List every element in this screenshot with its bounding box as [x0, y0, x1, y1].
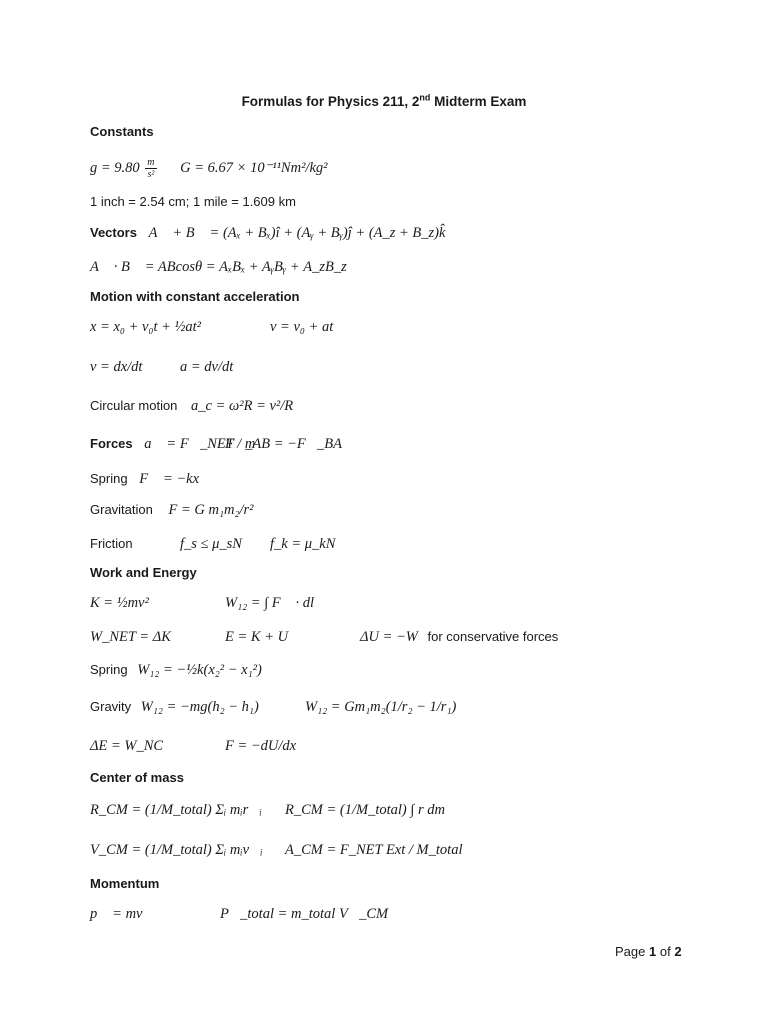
formula-work-energy-theorem — [90, 628, 559, 646]
formula-grav-w1: W₁₂ = −mg(h₂ − h₁) — [140, 699, 259, 715]
heading-forces: Forces — [90, 436, 133, 451]
heading-constants: Constants — [90, 124, 154, 139]
formula-grav-w2: W₁₂ = Gm₁m₂(1/r₂ − 1/r₁) — [305, 699, 457, 715]
fraction-g — [145, 157, 156, 180]
label-friction: Friction — [90, 536, 133, 551]
formula-p: p⃗ = mv⃗ — [90, 906, 154, 922]
formula-F-dU: F = −dU/dx — [225, 738, 297, 754]
label-spring-work: Spring — [90, 662, 128, 677]
formula-gravity-work — [90, 698, 457, 716]
label-spring: Spring — [90, 471, 128, 486]
label-circular: Circular motion — [90, 398, 178, 413]
heading-center-of-mass: Center of mass — [90, 770, 184, 785]
formula-kinetic — [90, 594, 326, 612]
formula-vcm-expr: V_CM = (1/M_total) Σᵢ mᵢv⃗ᵢ — [90, 842, 263, 858]
formula-third-law: F⃗_AB = −F⃗_BA — [225, 436, 343, 452]
heading-momentum: Momentum — [90, 876, 160, 891]
formula-dE: ΔE = W_NC — [90, 738, 164, 754]
formula-hooke: F⃗ = −kx⃗ — [139, 471, 211, 487]
title-superscript: nd — [419, 92, 431, 103]
fraction-num: m — [147, 157, 155, 169]
formula-rcm — [90, 801, 445, 819]
heading-vectors: Vectors — [90, 225, 137, 240]
label-gravitation: Gravitation — [90, 502, 153, 517]
formula-spring-work — [90, 661, 262, 679]
label-conservative: for conservative forces — [427, 629, 559, 644]
formula-dU-group — [360, 628, 558, 646]
page-total: 2 — [674, 944, 682, 959]
formula-vector-sum: A⃗ + B⃗ = (Aₓ + Bₓ)î + (Aᵧ + Bᵧ)ĵ + (A_z + B_z)k̂ — [148, 225, 446, 241]
formula-kinematics — [90, 318, 334, 336]
formula-dU: ΔU = −W — [360, 629, 418, 645]
formula-vcm — [90, 841, 463, 859]
formula-momentum — [90, 905, 389, 923]
formula-energy-change — [90, 737, 297, 755]
formula-newton: a⃗ = F⃗_NET / m — [144, 436, 256, 452]
formula-g: g = 9.80 — [90, 160, 140, 176]
units-line: 1 inch = 2.54 cm; 1 mile = 1.609 km — [90, 194, 296, 209]
heading-motion: Motion with constant acceleration — [90, 289, 300, 304]
formula-grav: F = G m₁m₂/r² — [168, 502, 254, 518]
formula-W12: W₁₂ = ∫ F⃗ · dl⃗ — [225, 595, 326, 611]
page-of: of — [659, 944, 671, 959]
title-suffix: Midterm Exam — [430, 94, 527, 109]
formula-K: K = ½mv² — [90, 595, 149, 611]
formula-E: E = K + U — [225, 629, 289, 645]
page-title — [0, 93, 768, 111]
formula-a-def: a = dv/dt — [180, 359, 234, 375]
formula-derivatives — [90, 358, 234, 376]
formula-constants-g — [90, 153, 327, 183]
formula-G: G = 6.67 × 10⁻¹¹Nm²/kg² — [180, 160, 328, 176]
title-text: Formulas for Physics 211, 2 — [241, 94, 420, 109]
label-gravity-work: Gravity — [90, 699, 132, 714]
formula-gravitation — [90, 501, 254, 519]
page-label: Page — [615, 944, 646, 959]
formula-circular — [90, 397, 293, 415]
formula-fs: f_s ≤ μ_sN — [180, 536, 242, 552]
formula-rcm1: R_CM = (1/M_total) Σᵢ mᵢr⃗ᵢ — [90, 802, 262, 818]
page-number — [615, 944, 682, 959]
formula-fk: f_k = μ_kN — [270, 536, 336, 552]
formula-dot-product — [90, 258, 347, 276]
formula-wnet: W_NET = ΔK — [90, 629, 171, 645]
formula-vectors — [90, 224, 445, 242]
heading-work-energy: Work and Energy — [90, 565, 197, 580]
fraction-den: s² — [147, 169, 155, 181]
formula-v-def: v = dx/dt — [90, 359, 143, 375]
formula-acm: A_CM = F_NET Ext / M_total — [285, 842, 463, 858]
formula-ac: a_c = ω²R = v²/R — [191, 398, 294, 414]
formula-forces — [90, 435, 343, 453]
page-current: 1 — [649, 944, 657, 959]
formula-ptot: P⃗_total = m_total V⃗_CM — [220, 906, 389, 922]
formula-friction — [90, 535, 336, 553]
formula-rcm2: R_CM = (1/M_total) ∫ r dm — [285, 802, 445, 818]
formula-x: x = x₀ + v₀t + ½at² — [90, 319, 202, 335]
formula-dot: A⃗ · B⃗ = ABcosθ = AₓBₓ + AᵧBᵧ + A_zB_z — [90, 259, 347, 275]
formula-spring-w: W₁₂ = −½k(x₂² − x₁²) — [137, 662, 262, 678]
formula-v-t: v = v₀ + at — [270, 319, 334, 335]
formula-spring — [90, 470, 210, 488]
